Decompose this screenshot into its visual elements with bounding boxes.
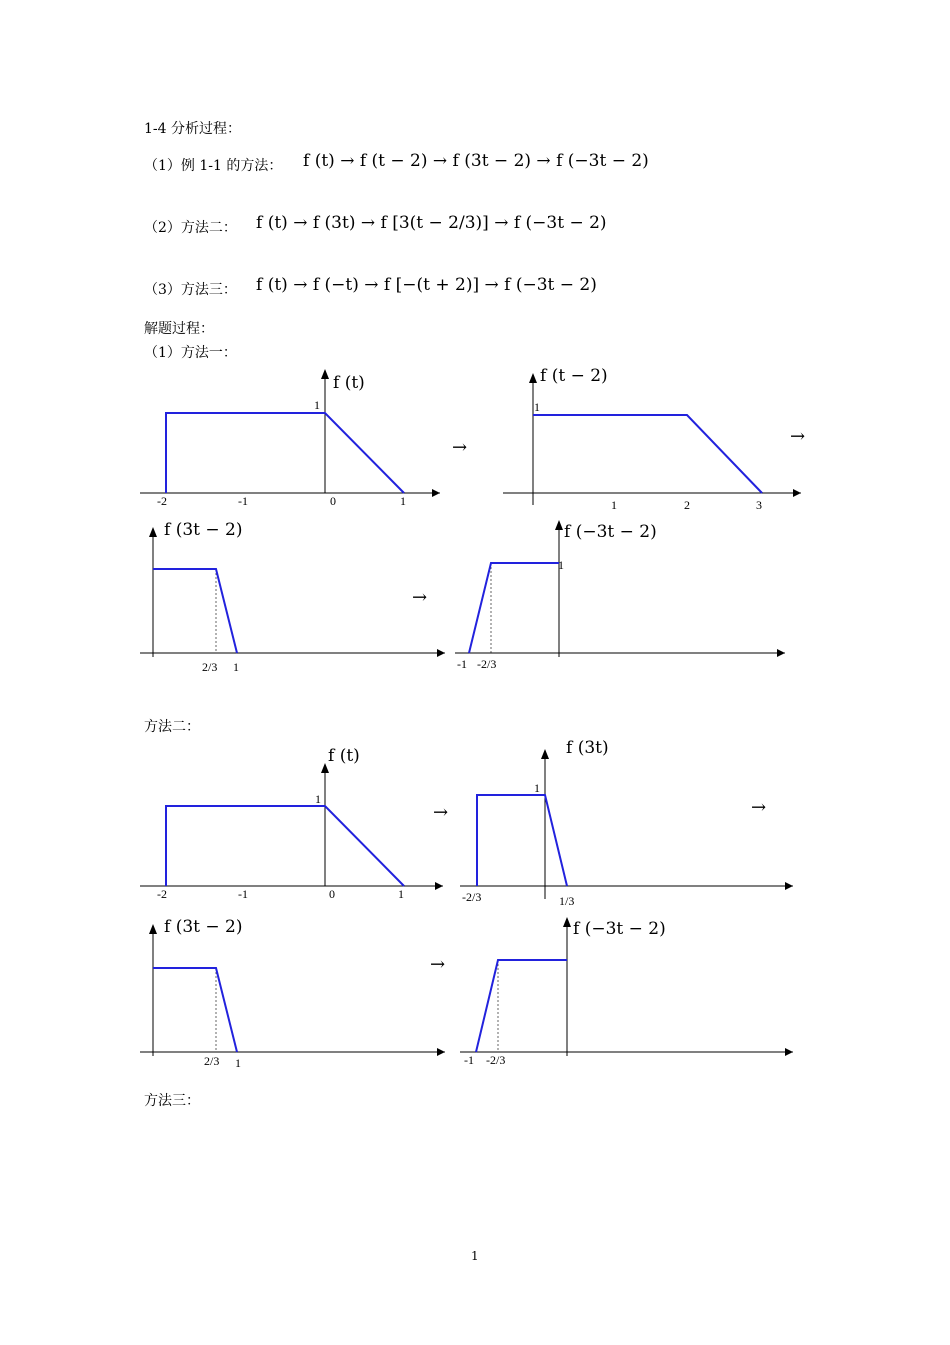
analysis-1-prefix: （1）例 1-1 的方法： (144, 158, 283, 174)
graph-label: f (t) (333, 373, 365, 393)
transform-arrow: → (751, 797, 767, 818)
transform-arrow: → (433, 802, 449, 823)
y-axis-arrow (149, 527, 157, 537)
x-axis-arrow (793, 489, 801, 497)
section-heading: 1-4 分析过程： (144, 121, 241, 137)
transform-arrow: → (430, 954, 446, 975)
signal-line (153, 569, 237, 653)
graph-m2-f3t-minus-2 (140, 910, 460, 1070)
analysis-1-expression: f (t) → f (t − 2) → f (3t − 2) → f (−3t − 2) (303, 151, 649, 171)
tick-label: 1 (400, 494, 406, 508)
height-label: 1 (315, 792, 321, 806)
method2-heading: 方法二： (144, 719, 200, 735)
graph-label: f (3t) (566, 738, 609, 758)
x-axis-arrow (435, 882, 443, 890)
tick-label: -2/3 (486, 1053, 506, 1067)
height-label: 1 (534, 400, 540, 414)
y-axis-arrow (321, 369, 329, 379)
analysis-2-prefix: （2）方法二： (144, 220, 237, 236)
y-axis-arrow (555, 520, 563, 530)
signal-line (533, 415, 762, 493)
signal-line (153, 968, 237, 1052)
graph-label: f (3t − 2) (164, 917, 243, 937)
x-axis-arrow (437, 1048, 445, 1056)
method1-heading: （1）方法一： (144, 345, 237, 361)
tick-label: -2 (157, 887, 167, 901)
tick-label: -1 (457, 657, 467, 671)
page-number: 1 (471, 1249, 479, 1263)
x-axis-arrow (432, 489, 440, 497)
tick-label: 2/3 (204, 1054, 220, 1068)
y-axis-arrow (563, 917, 571, 927)
method3-heading: 方法三： (144, 1093, 200, 1109)
tick-label: 1 (235, 1056, 241, 1070)
graph-label: f (3t − 2) (164, 520, 243, 540)
graph-m1-f-minus-3t-minus-2 (455, 515, 795, 675)
graph-m2-ft (140, 745, 470, 910)
analysis-2-expression: f (t) → f (3t) → f [3(t − 2/3)] → f (−3t − 2) (256, 213, 607, 233)
signal-line (166, 413, 404, 493)
tick-label: 1/3 (559, 894, 575, 908)
tick-label: 2 (684, 498, 690, 512)
y-axis-arrow (149, 924, 157, 934)
tick-label: 3 (756, 498, 762, 512)
graph-m1-ft (140, 365, 470, 515)
analysis-3-expression: f (t) → f (−t) → f [−(t + 2)] → f (−3t − 2) (256, 275, 597, 295)
tick-label: -1 (238, 887, 248, 901)
solution-heading: 解题过程： (144, 321, 214, 337)
graph-label: f (−3t − 2) (564, 522, 657, 542)
graph-label: f (−3t − 2) (573, 919, 666, 939)
x-axis-arrow (777, 649, 785, 657)
tick-label: 1 (611, 498, 617, 512)
transform-arrow: → (452, 437, 468, 458)
tick-label: 1 (398, 887, 404, 901)
transform-arrow: → (412, 587, 428, 608)
tick-label: 0 (329, 887, 335, 901)
analysis-3-prefix: （3）方法三： (144, 282, 237, 298)
signal-line (469, 563, 559, 653)
tick-label: -1 (238, 494, 248, 508)
tick-label: -2/3 (462, 890, 482, 904)
graph-label: f (t − 2) (540, 366, 608, 386)
signal-line (477, 795, 567, 886)
transform-arrow: → (790, 426, 806, 447)
x-axis-arrow (437, 649, 445, 657)
x-axis-arrow (785, 882, 793, 890)
graph-m1-ft-minus-2 (503, 365, 813, 515)
y-axis-arrow (541, 749, 549, 759)
height-label: 1 (558, 558, 564, 572)
tick-label: -2/3 (477, 657, 497, 671)
x-axis-arrow (785, 1048, 793, 1056)
graph-label: f (t) (328, 746, 360, 766)
tick-label: -2 (157, 494, 167, 508)
height-label: 1 (534, 781, 540, 795)
tick-label: 1 (233, 660, 239, 674)
height-label: 1 (314, 398, 320, 412)
y-axis-arrow (529, 373, 537, 383)
signal-line (476, 960, 567, 1052)
signal-line (166, 806, 404, 886)
graph-m2-f-minus-3t-minus-2 (460, 910, 800, 1070)
tick-label: 2/3 (202, 660, 218, 674)
graph-m2-f3t (460, 735, 800, 908)
tick-label: 0 (330, 494, 336, 508)
tick-label: -1 (464, 1053, 474, 1067)
